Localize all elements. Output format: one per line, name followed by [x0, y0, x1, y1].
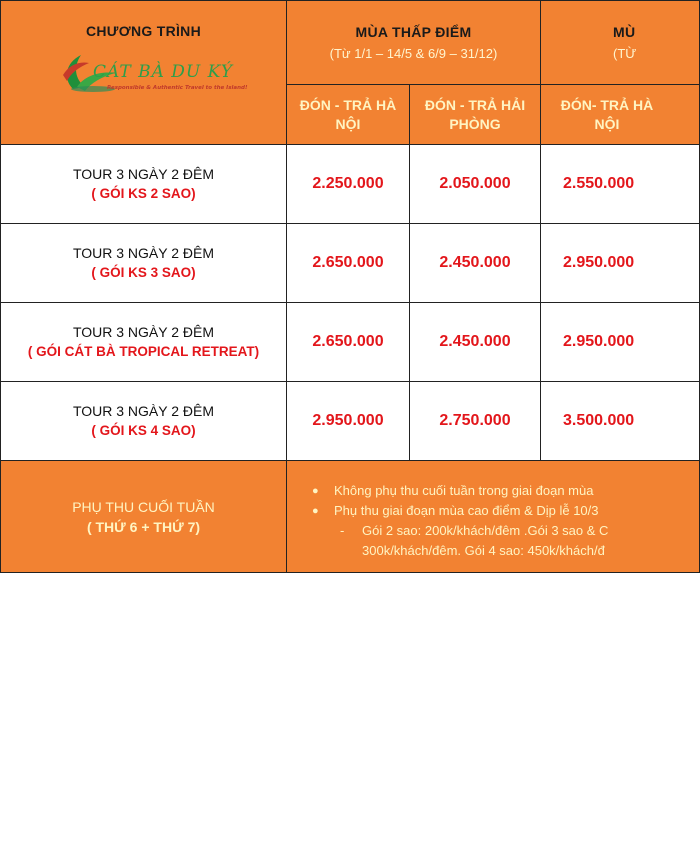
note-text: Phụ thu giai đoạn mùa cao điểm & Dịp lễ 10/3: [334, 503, 599, 518]
price-value: 2.650.000: [312, 254, 384, 271]
surcharge-label-cell: [0, 461, 287, 573]
col-header-haiphong-label: ĐÓN - TRẢ HẢI PHÒNG: [424, 96, 526, 132]
price-value: 2.650.000: [312, 333, 384, 350]
tour-package: ( GÓI CÁT BÀ TROPICAL RETREAT): [27, 344, 260, 359]
col-header-hanoi-high: [541, 85, 700, 145]
price-value: 2.450.000: [439, 254, 511, 271]
col-header-hanoi-high-label: ĐÓN- TRẢ HÀ NỘI: [560, 96, 654, 132]
price-cell: [410, 145, 541, 224]
price-value: 2.950.000: [312, 412, 384, 429]
price-cell: [410, 382, 541, 461]
price-cell: [541, 303, 700, 382]
price-cell: [287, 303, 410, 382]
col-header-hanoi: [287, 85, 410, 145]
price-value: 2.050.000: [439, 175, 511, 192]
tour-name: TOUR 3 NGÀY 2 ĐÊM: [72, 403, 215, 419]
col-header-hanoi-label: ĐÓN - TRẢ HÀ NỘI: [299, 96, 397, 132]
program-label: CHƯƠNG TRÌNH: [85, 23, 202, 39]
logo-graphic: [55, 45, 247, 97]
table-row-label: [0, 303, 287, 382]
list-item: [312, 501, 672, 521]
price-cell: [287, 224, 410, 303]
dash-icon: -: [340, 523, 345, 538]
table-row-label: [0, 145, 287, 224]
note-detail-cont: 300k/khách/đêm. Gói 4 sao: 450k/khách/đ: [362, 543, 605, 558]
note-text: Không phụ thu cuối tuần trong giai đoạn mùa: [334, 483, 594, 498]
list-item: [312, 521, 672, 541]
logo-tagline: Responsible & Authentic Travel to the Island!: [106, 85, 247, 91]
list-item: [312, 481, 672, 501]
price-cell: [287, 382, 410, 461]
table-row-label: [0, 382, 287, 461]
tour-package: ( GÓI KS 3 SAO): [91, 265, 196, 280]
bullet-icon: ●: [312, 505, 319, 517]
surcharge-title: PHỤ THU CUỐI TUẦN: [72, 498, 215, 515]
high-season-dates: (TỪ: [613, 46, 637, 61]
tour-package: ( GÓI KS 2 SAO): [91, 186, 196, 201]
price-value: 2.550.000: [563, 175, 635, 192]
logo-text: CÁT BÀ DU KÝ: [92, 62, 233, 82]
note-detail: Gói 2 sao: 200k/khách/đêm .Gói 3 sao & C: [362, 523, 609, 538]
low-season-title: MÙA THẤP ĐIỂM: [355, 24, 472, 40]
price-value: 2.750.000: [439, 412, 511, 429]
price-cell: [541, 145, 700, 224]
high-season-header: [541, 1, 700, 85]
price-cell: [410, 224, 541, 303]
low-season-header: [287, 1, 541, 85]
price-value: 2.950.000: [563, 254, 635, 271]
low-season-dates: (Từ 1/1 – 14/5 & 6/9 – 31/12): [329, 46, 498, 61]
price-value: 2.950.000: [563, 333, 635, 350]
price-value: 3.500.000: [563, 412, 635, 429]
price-value: 2.450.000: [439, 333, 511, 350]
price-cell: [287, 145, 410, 224]
tour-package: ( GÓI KS 4 SAO): [91, 423, 196, 438]
col-header-haiphong: [410, 85, 541, 145]
program-header-cell: [0, 1, 287, 145]
bullet-icon: ●: [312, 485, 319, 497]
tour-name: TOUR 3 NGÀY 2 ĐÊM: [72, 245, 215, 261]
surcharge-notes: [312, 481, 672, 561]
price-value: 2.250.000: [312, 175, 384, 192]
surcharge-subtitle: ( THỨ 6 + THỨ 7): [86, 518, 201, 535]
tour-name: TOUR 3 NGÀY 2 ĐÊM: [72, 166, 215, 182]
cat-ba-du-ky-logo: [55, 45, 247, 97]
price-cell: [541, 224, 700, 303]
price-cell: [410, 303, 541, 382]
high-season-title: MÙ: [613, 24, 636, 40]
table-row-label: [0, 224, 287, 303]
tour-name: TOUR 3 NGÀY 2 ĐÊM: [72, 324, 215, 340]
price-cell: [541, 382, 700, 461]
